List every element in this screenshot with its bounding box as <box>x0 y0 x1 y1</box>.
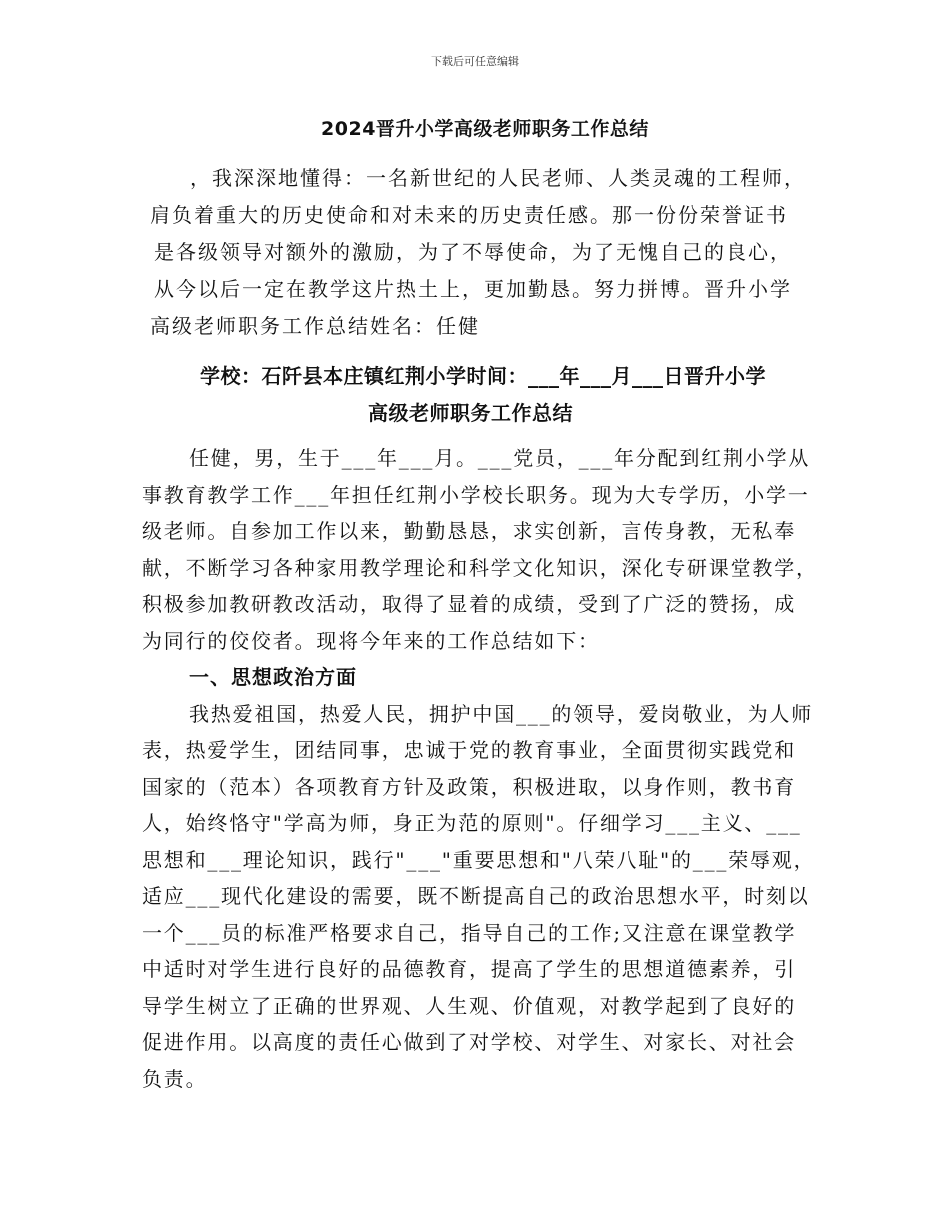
document-body <box>142 440 832 1097</box>
paragraph-2-line: 适应___现代化建设的需要，既不断提高自己的政治思想水平，时刻以 <box>142 884 810 908</box>
paragraph-2-line: 我热爱祖国，热爱人民，拥护中国___的领导，爱岗敬业，为人师 <box>189 701 813 726</box>
paragraph-1-line: 任健，男，生于___年___月。___党员，___年分配到红荆小学从 <box>189 446 811 470</box>
header-note: 下载后可任意编辑 <box>431 55 519 68</box>
intro-line: ，我深深地懂得：一名新世纪的人民老师、人类灵魂的工程师， <box>190 166 806 190</box>
paragraph-1-line: 级老师。自参加工作以来，勤勤恳恳，求实创新，言传身教，无私奉 <box>142 519 796 543</box>
intro-line: 是各级领导对额外的激励，为了不辱使命，为了无愧自己的良心， <box>154 240 792 264</box>
paragraph-2-line: 促进作用。以高度的责任心做到了对学校、对学生、对家长、对社会 <box>142 1030 796 1054</box>
document-title: 2024晋升小学高级老师职务工作总结 <box>321 118 649 140</box>
paragraph-2-line: 国家的（范本）各项教育方针及政策，积极进取，以身作则，教书育 <box>142 774 796 799</box>
subtitle-line: 高级老师职务工作总结 <box>368 401 573 425</box>
paragraph-2-line: 导学生树立了正确的世界观、人生观、价值观，对教学起到了良好的 <box>142 993 796 1018</box>
paragraph-2-line: 人，始终恪守"学高为师，身正为范的原则"。仔细学习___主义、___ <box>142 811 802 835</box>
intro-line: 从今以后一定在教学这片热土上，更加勤恳。努力拼博。晋升小学 <box>154 277 792 301</box>
paragraph-2-line: 思想和___理论知识，践行"___"重要思想和"八荣八耻"的___荣辱观， <box>142 847 816 872</box>
paragraph-2-line: 一个___员的标准严格要求自己，指导自己的工作;又注意在课堂教学 <box>142 920 797 945</box>
section-heading: 一、思想政治方面 <box>189 665 357 689</box>
paragraph-1-line: 事教育教学工作___年担任红荆小学校长职务。现为大专学历，小学一 <box>142 482 810 507</box>
paragraph-2-line: 表，热爱学生，团结同事，忠诚于党的教育事业，全面贯彻实践党和 <box>142 738 796 762</box>
paragraph-1-line: 为同行的佼佼者。现将今年来的工作总结如下： <box>142 628 600 653</box>
intro-paragraph <box>150 160 830 345</box>
paragraph-1-line: 积极参加教研教改活动，取得了显着的成绩，受到了广泛的赞扬，成 <box>142 592 796 616</box>
subtitle-line: 学校：石阡县本庄镇红荆小学时间：___年___月___日晋升小学 <box>200 364 766 388</box>
paragraph-2-line: 负责。 <box>142 1066 208 1091</box>
intro-line: 高级老师职务工作总结姓名：任健 <box>150 314 480 338</box>
document-subtitle <box>0 358 950 432</box>
intro-line: 肩负着重大的历史使命和对未来的历史责任感。那一份份荣誉证书 <box>150 203 788 227</box>
paragraph-1-line: 献，不断学习各种家用教学理论和科学文化知识，深化专研课堂教学， <box>142 555 818 580</box>
paragraph-2-line: 中适时对学生进行良好的品德教育，提高了学生的思想道德素养，引 <box>142 957 796 981</box>
